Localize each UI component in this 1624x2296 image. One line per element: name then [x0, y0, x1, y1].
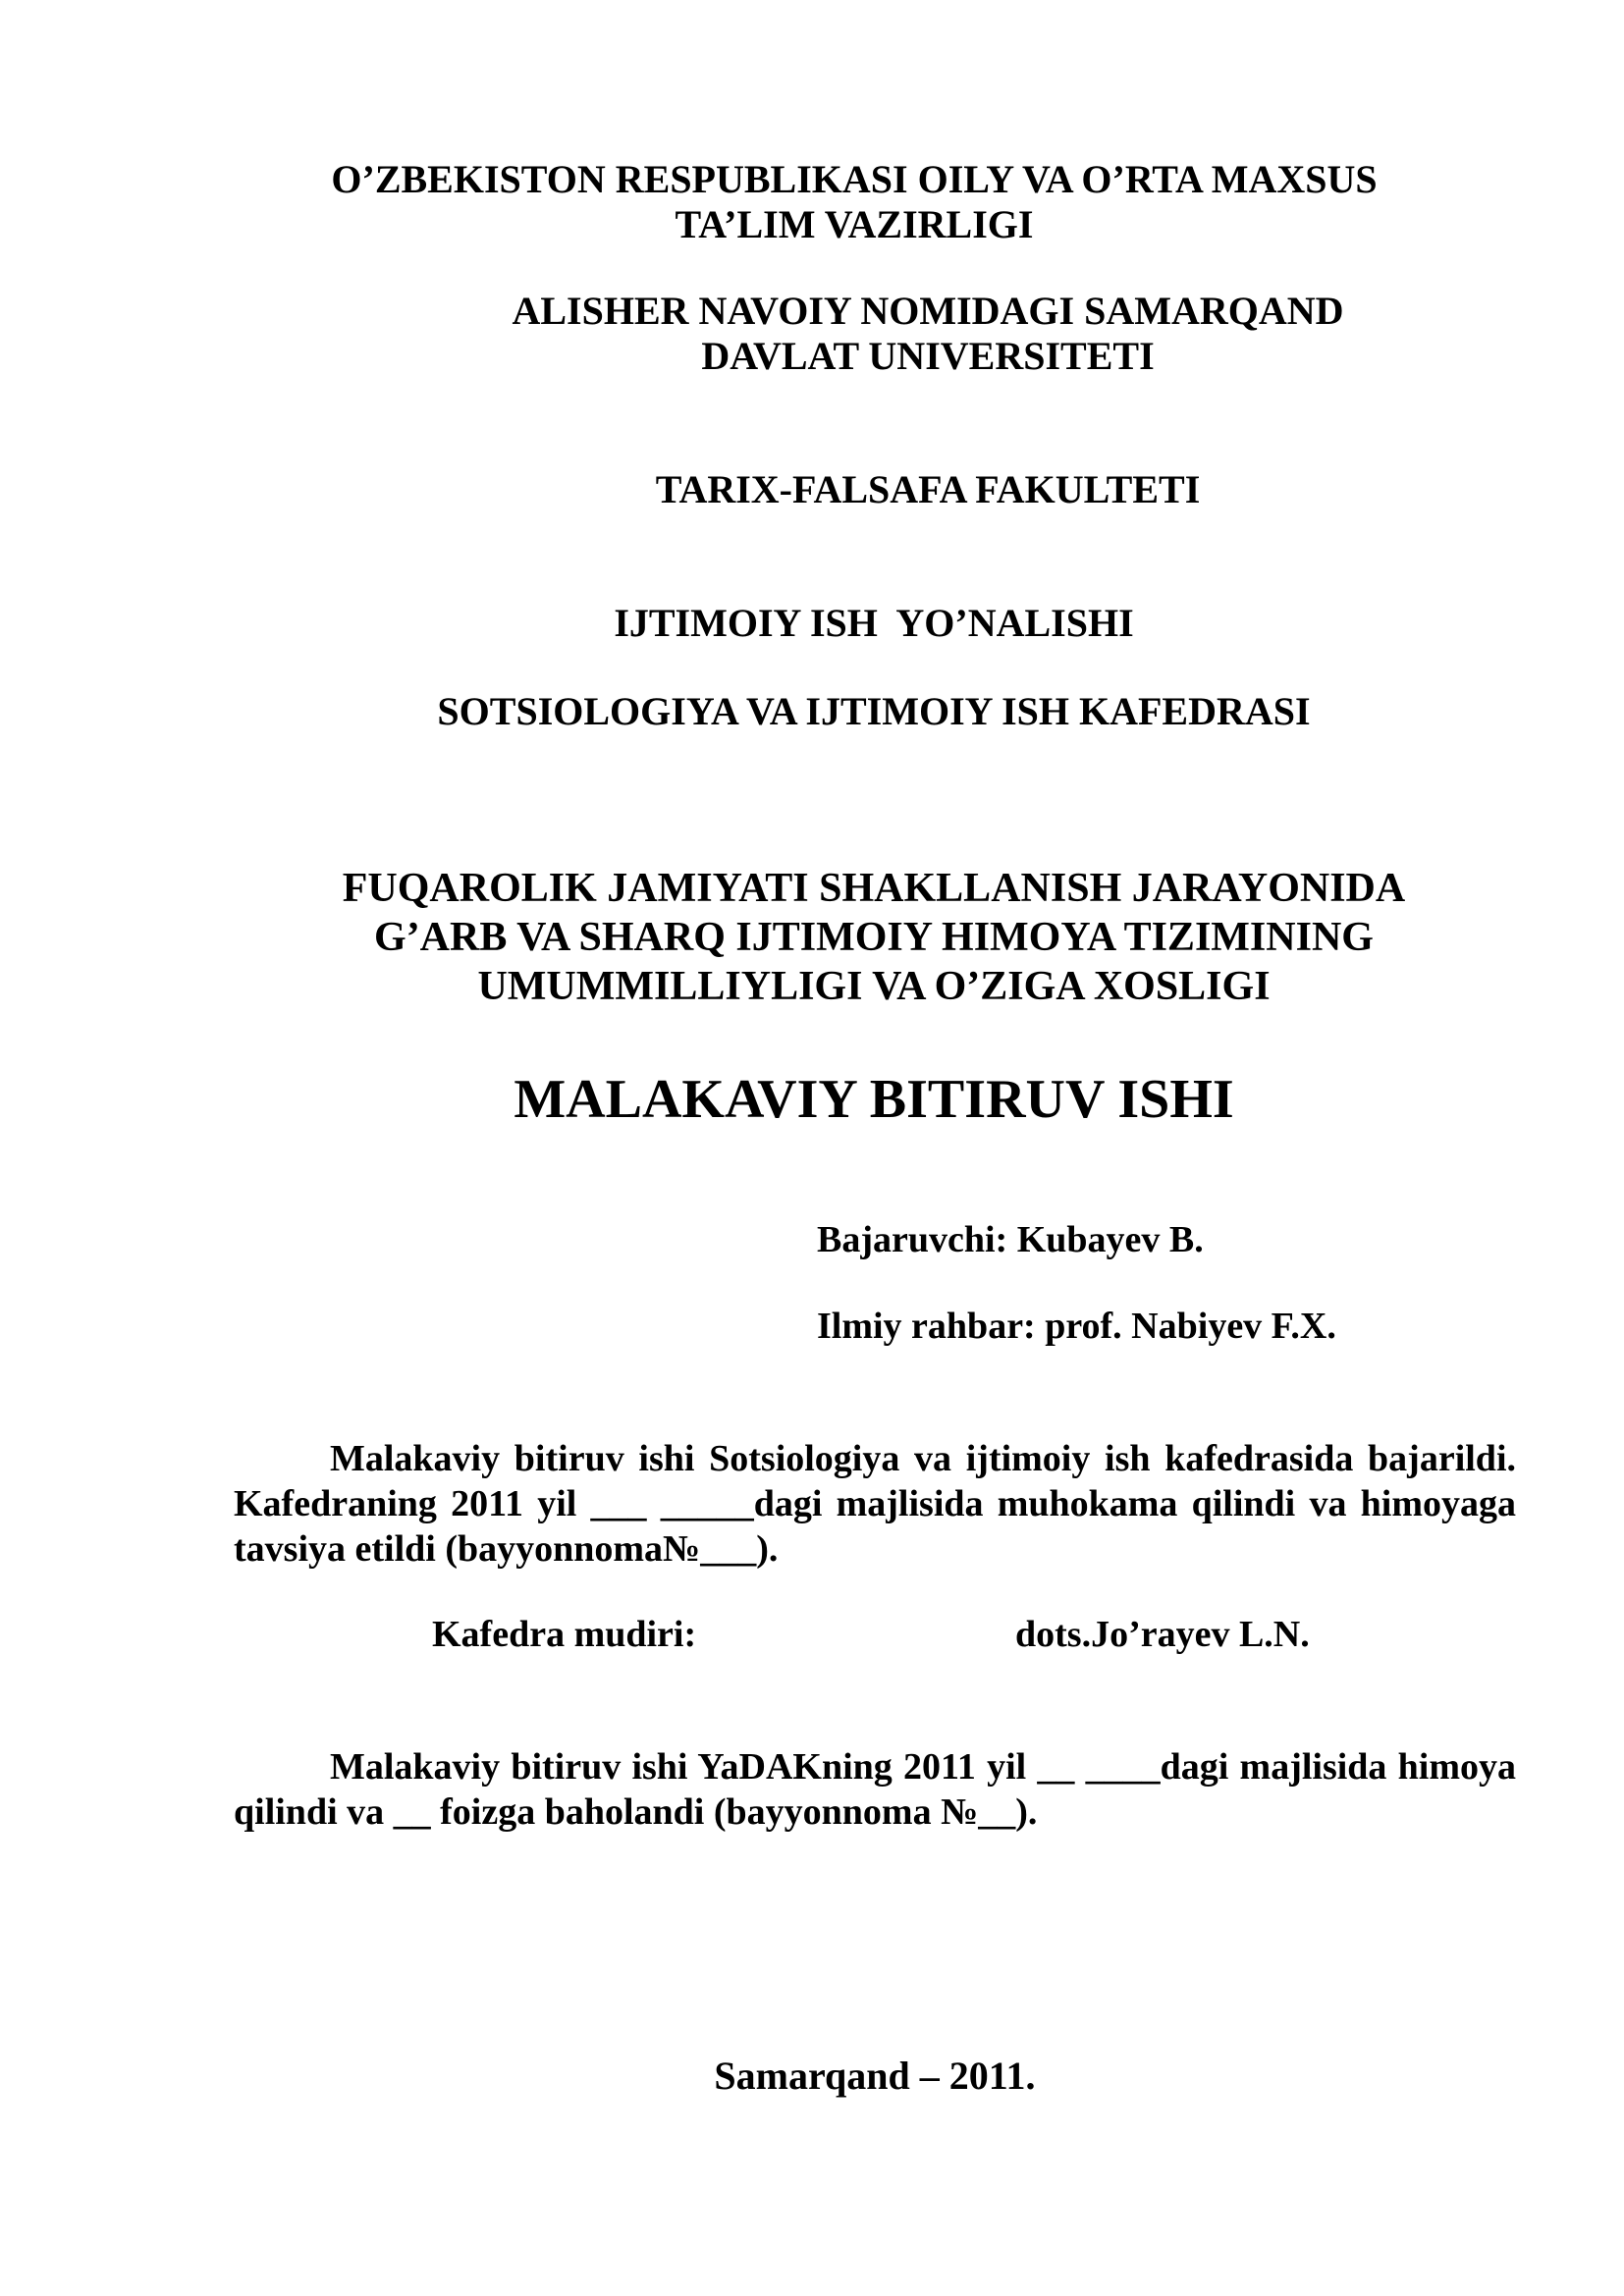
ministry-title-line-2: TA’LIM VAZIRLIGI — [675, 202, 1034, 246]
department-approval-paragraph: Malakaviy bitiruv ishi Sotsiologiya va ijtimoiy ish kafedrasida bajarildi. Kafedraning 2011 yil ___ _____dagi majlisida muhokama qilindi va himoyaga tavsiya etildi (bayyonnoma№___). — [234, 1438, 1516, 1570]
university-name-line-1: ALISHER NAVOIY NOMIDAGI SAMARQAND — [512, 289, 1344, 333]
thesis-title-line-3: UMUMMILLIYLIGI VA O’ZIGA XOSLIGI — [477, 964, 1271, 1009]
department-head-name: dots.Jo’rayev L.N. — [1015, 1614, 1310, 1655]
place-and-year: Samarqand – 2011. — [714, 2054, 1036, 2098]
thesis-title-line-1: FUQAROLIK JAMIYATI SHAKLLANISH JARAYONIDA — [342, 866, 1406, 911]
faculty-name: TARIX-FALSAFA FAKULTETI — [655, 467, 1201, 511]
supervisor-line: Ilmiy rahbar: prof. Nabiyev F.X. — [817, 1306, 1336, 1347]
thesis-title-line-2: G’ARB VA SHARQ IJTIMOIY HIMOYA TIZIMINING — [374, 915, 1374, 960]
study-direction: IJTIMOIY ISH YO’NALISHI — [614, 601, 1134, 645]
ministry-title-line-1: O’ZBEKISTON RESPUBLIKASI OILY VA O’RTA MAXSUS — [331, 157, 1378, 201]
commission-defense-paragraph: Malakaviy bitiruv ishi YaDAKning 2011 yil __ ____dagi majlisida himoya qilindi va __ foizga baholandi (bayyonnoma №__). — [234, 1746, 1516, 1833]
department-name: SOTSIOLOGIYA VA IJTIMOIY ISH KAFEDRASI — [437, 689, 1311, 733]
work-type-heading: MALAKAVIY BITIRUV ISHI — [514, 1069, 1234, 1130]
department-head-label: Kafedra mudiri: — [432, 1614, 697, 1655]
performer-line: Bajaruvchi: Kubayev B. — [817, 1219, 1204, 1260]
university-name-line-2: DAVLAT UNIVERSITETI — [701, 334, 1155, 378]
